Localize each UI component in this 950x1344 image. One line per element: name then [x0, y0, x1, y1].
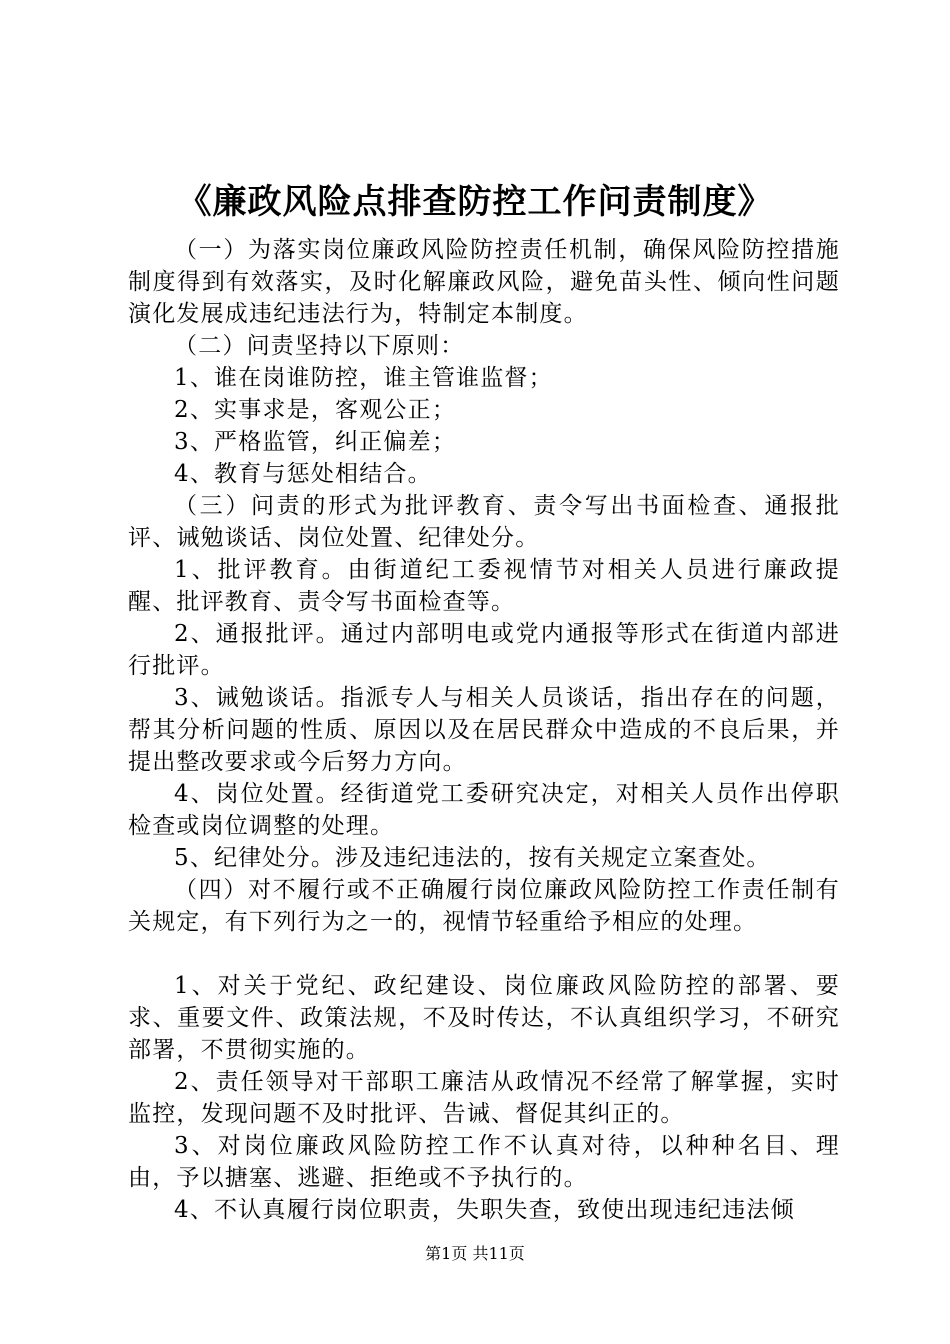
paragraph: 2、通报批评。通过内部明电或党内通报等形式在街道内部进行批评。	[128, 621, 840, 679]
paragraph: 4、教育与惩处相结合。	[174, 461, 432, 487]
paragraph: 2、责任领导对干部职工廉洁从政情况不经常了解掌握，实时监控，发现问题不及时批评、告诫、督促其纠正的。	[128, 1069, 840, 1127]
paragraph: 3、诫勉谈话。指派专人与相关人员谈话，指出存在的问题，帮其分析问题的性质、原因以及在居民群众中造成的不良后果，并提出整改要求或今后努力方向。	[128, 685, 840, 775]
paragraph: （三）问责的形式为批评教育、责令写出书面检查、通报批评、诫勉谈话、岗位处置、纪律处分。	[128, 493, 840, 551]
paragraph: 1、对关于党纪、政纪建设、岗位廉政风险防控的部署、要求、重要文件、政策法规，不及时传达，不认真组织学习，不研究部署，不贯彻实施的。	[128, 973, 840, 1063]
document-title: 《廉政风险点排查防控工作问责制度》	[177, 182, 773, 222]
paragraph: 3、严格监管，纠正偏差；	[174, 429, 457, 455]
paragraph: 1、谁在岗谁防控，谁主管谁监督；	[174, 365, 553, 391]
paragraph: （一）为落实岗位廉政风险防控责任机制，确保风险防控措施制度得到有效落实，及时化解廉政风险，避免苗头性、倾向性问题演化发展成违纪违法行为，特制定本制度。	[128, 237, 840, 327]
document-body	[128, 234, 840, 1226]
paragraph: （四）对不履行或不正确履行岗位廉政风险防控工作责任制有关规定，有下列行为之一的，视情节轻重给予相应的处理。	[128, 877, 840, 935]
paragraph: 3、对岗位廉政风险防控工作不认真对待，以种种名目、理由，予以搪塞、逃避、拒绝或不予执行的。	[128, 1133, 840, 1191]
paragraph: （二）问责坚持以下原则：	[174, 333, 465, 359]
paragraph: 1、批评教育。由街道纪工委视情节对相关人员进行廉政提醒、批评教育、责令写书面检查等。	[128, 557, 840, 615]
paragraph: 4、岗位处置。经街道党工委研究决定，对相关人员作出停职检查或岗位调整的处理。	[128, 781, 840, 839]
page-footer: 第1页 共11页	[425, 1244, 525, 1263]
paragraph: 4、不认真履行岗位职责，失职失查，致使出现违纪违法倾	[174, 1197, 795, 1223]
paragraph: 2、实事求是，客观公正；	[174, 397, 457, 423]
paragraph: 5、纪律处分。涉及违纪违法的，按有关规定立案查处。	[174, 845, 771, 871]
